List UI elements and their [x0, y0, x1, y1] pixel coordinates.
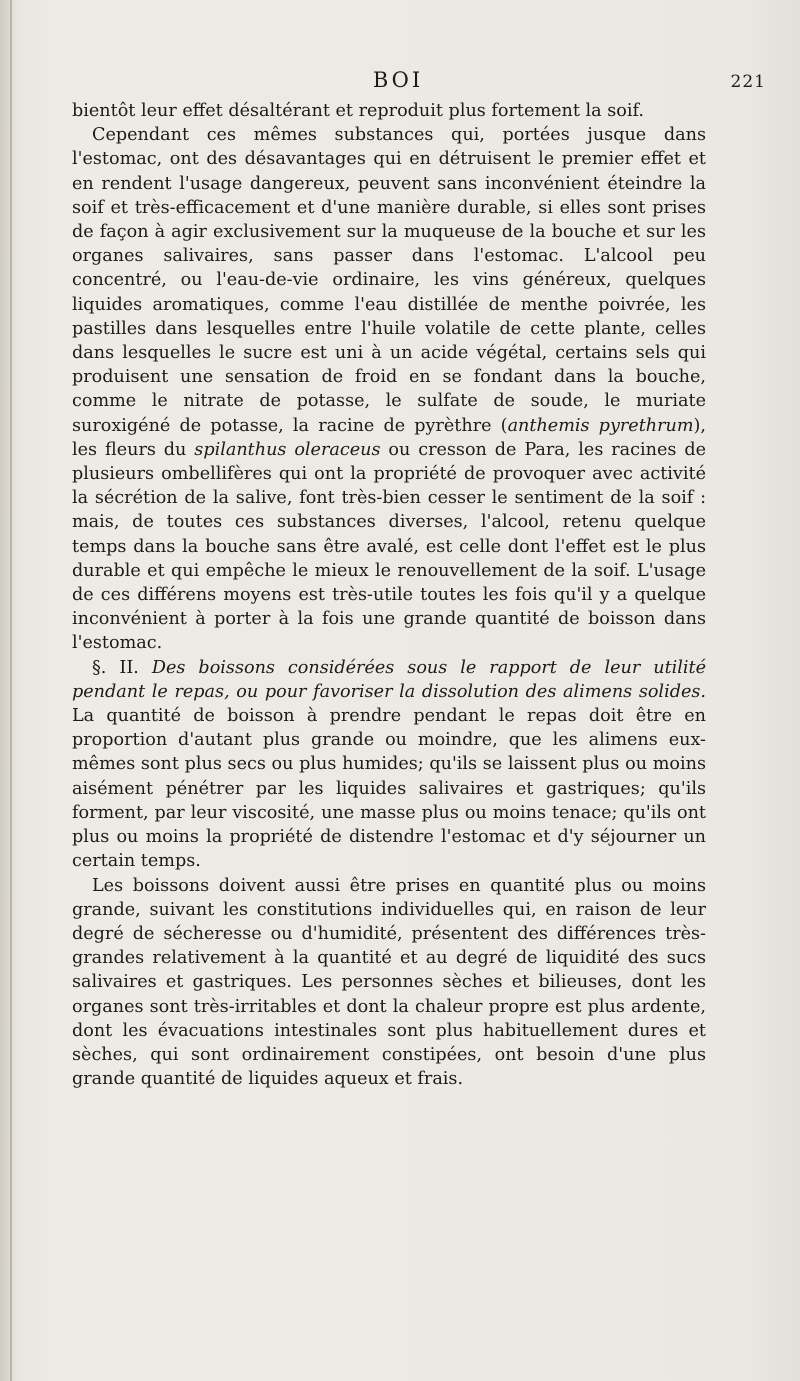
page-header: [0, 68, 800, 102]
paragraph-1: bientôt leur effet désaltérant et reproduit plus fortement la soif.: [72, 101, 644, 121]
paragraph-4: Les boissons doivent aussi être prises en quantité plus ou moins grande, suivant les constitutions individuelles qui, en raison de leur degré de sécheresse ou d'humidité, présentent des différences très-grandes relativement à la quantité et au degré de liquidité des sucs salivaires et gastriques. Les personnes sèches et bilieuses, dont les organes sont très-irritables et dont la chaleur propre est plus ardente, dont les évacuations intestinales sont plus habituellement dures et sèches, qui sont ordinairement constipées, ont besoin d'une plus grande quantité de liquides aqueux et frais.: [72, 875, 706, 1090]
paragraph-2-italic-spilanthus: spilanthus oleraceus: [194, 439, 381, 460]
paragraph-2-text-c: ou cresson de Para, les racines de plusieurs ombellifères qui ont la propriété de provoquer avec activité la sécrétion de la salive, font très-bien cesser le sentiment de la soif : mais, de toutes ces substances diverses, l'alcool, retenu quelque temps dans la bouche sans être avalé, est celle dont l'effet est le plus durable et qui empêche le mieux le renouvellement de la soif. L'usage de ces différens moyens est très-utile toutes les fois qu'il y a quelque inconvénient à porter à la fois une grande quantité de boisson dans l'estomac.: [72, 439, 706, 654]
running-title: BOI: [372, 68, 424, 92]
paragraph-2-text-b: ), les fleurs du: [72, 415, 707, 460]
paragraph-3-text: La quantité de boisson à prendre pendant le repas doit être en proportion d'autant plus grande ou moindre, que les alimens eux-mêmes sont plus secs ou plus humides; qu'ils se laissent plus ou moins aisément pénétrer par les liquides salivaires et gastriques; qu'ils forment, par leur viscosité, une masse plus ou moins tenace; qu'ils ont plus ou moins la propriété de distendre l'estomac et d'y séjourner un certain temps.: [72, 706, 706, 872]
section-heading: Des boissons considérées sous le rapport de leur utilité pendant le repas, ou pour favoriser la dissolution des alimens solides.: [72, 657, 706, 702]
page-number: 221: [730, 72, 766, 92]
body-text: [72, 99, 706, 1091]
paragraph-2: [72, 123, 706, 655]
paragraph-2-text-a: Cependant ces mêmes substances qui, portées jusque dans l'estomac, ont des désavantages qui en détruisent le premier effet et en rendent l'usage dangereux, peuvent sans inconvénient éteindre la soif et très-efficacement et d'une manière durable, si elles sont prises de façon à agir exclusivement sur la muqueuse de la bouche et sur les organes salivaires, sans passer dans l'estomac. L'alcool peu concentré, ou l'eau-de-vie ordinaire, les vins généreux, quelques liquides aromatiques, comme l'eau distillée de menthe poivrée, les pastilles dans lesquelles entre l'huile volatile de cette plante, celles dans lesquelles le sucre est uni à un acide végétal, certains sels qui produisent une sensation de froid en se fondant dans la bouche, comme le nitrate de potasse, le sulfate de soude, le muriate suroxigéné de potasse, la racine de pyrèthre (: [72, 125, 706, 436]
paragraph-3: [72, 656, 706, 874]
page-fold: [10, 0, 12, 1381]
section-label: §. II.: [92, 657, 139, 678]
paragraph-2-italic-anthemis: anthemis pyrethrum: [507, 415, 694, 436]
